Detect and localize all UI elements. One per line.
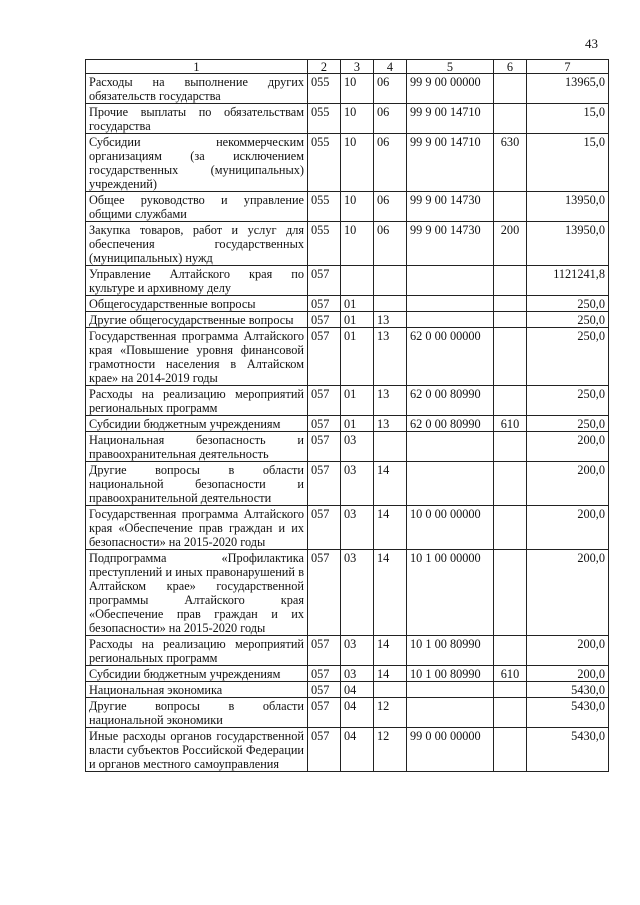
cell-expense-type xyxy=(494,296,527,312)
header-col-7: 7 xyxy=(527,60,609,74)
cell-name: Государственная программа Алтайского края «Обеспечение прав граждан и их безопасности» на 2015-2020 годы xyxy=(86,506,308,550)
cell-amount: 5430,0 xyxy=(527,682,609,698)
cell-amount: 200,0 xyxy=(527,462,609,506)
cell-section: 01 xyxy=(341,416,374,432)
cell-target-code: 62 0 00 80990 xyxy=(407,416,494,432)
cell-amount: 200,0 xyxy=(527,432,609,462)
cell-admin-code: 055 xyxy=(308,104,341,134)
cell-name: Субсидии бюджетным учреждениям xyxy=(86,666,308,682)
cell-section: 01 xyxy=(341,312,374,328)
cell-expense-type xyxy=(494,328,527,386)
cell-expense-type xyxy=(494,386,527,416)
table-row xyxy=(86,416,609,432)
cell-target-code: 99 9 00 14710 xyxy=(407,134,494,192)
table-row xyxy=(86,328,609,386)
cell-admin-code: 057 xyxy=(308,698,341,728)
table-row xyxy=(86,462,609,506)
cell-admin-code: 057 xyxy=(308,328,341,386)
cell-name: Прочие выплаты по обязательствам государства xyxy=(86,104,308,134)
cell-target-code: 99 9 00 14710 xyxy=(407,104,494,134)
cell-subsection: 06 xyxy=(374,134,407,192)
cell-target-code xyxy=(407,296,494,312)
cell-admin-code: 055 xyxy=(308,192,341,222)
cell-expense-type xyxy=(494,682,527,698)
cell-amount: 15,0 xyxy=(527,134,609,192)
cell-subsection xyxy=(374,266,407,296)
table-row xyxy=(86,550,609,636)
cell-amount: 250,0 xyxy=(527,416,609,432)
table-row xyxy=(86,682,609,698)
table-row xyxy=(86,134,609,192)
header-row xyxy=(86,60,609,74)
cell-amount: 200,0 xyxy=(527,550,609,636)
cell-name: Субсидии некоммерческим организациям (за исключением государственных (муниципальных) учреждений) xyxy=(86,134,308,192)
cell-section: 10 xyxy=(341,192,374,222)
cell-amount: 200,0 xyxy=(527,506,609,550)
cell-subsection: 14 xyxy=(374,636,407,666)
cell-name: Другие вопросы в области национальной безопасности и правоохранительной деятельности xyxy=(86,462,308,506)
cell-target-code: 10 0 00 00000 xyxy=(407,506,494,550)
cell-amount: 250,0 xyxy=(527,296,609,312)
cell-target-code: 10 1 00 00000 xyxy=(407,550,494,636)
table-row xyxy=(86,192,609,222)
cell-subsection: 06 xyxy=(374,192,407,222)
cell-expense-type: 610 xyxy=(494,416,527,432)
cell-expense-type: 610 xyxy=(494,666,527,682)
cell-admin-code: 057 xyxy=(308,666,341,682)
cell-amount: 5430,0 xyxy=(527,728,609,772)
cell-subsection: 14 xyxy=(374,550,407,636)
budget-table xyxy=(85,59,609,772)
cell-name: Расходы на реализацию мероприятий региональных программ xyxy=(86,386,308,416)
table-row xyxy=(86,506,609,550)
cell-section: 03 xyxy=(341,432,374,462)
cell-name: Расходы на выполнение других обязательств государства xyxy=(86,74,308,104)
cell-expense-type xyxy=(494,432,527,462)
cell-subsection xyxy=(374,432,407,462)
cell-section: 03 xyxy=(341,666,374,682)
cell-section: 01 xyxy=(341,296,374,312)
cell-target-code xyxy=(407,698,494,728)
cell-expense-type xyxy=(494,462,527,506)
header-col-4: 4 xyxy=(374,60,407,74)
cell-admin-code: 057 xyxy=(308,432,341,462)
cell-subsection: 14 xyxy=(374,506,407,550)
cell-target-code: 10 1 00 80990 xyxy=(407,666,494,682)
cell-subsection: 13 xyxy=(374,416,407,432)
cell-section: 03 xyxy=(341,462,374,506)
cell-subsection: 13 xyxy=(374,386,407,416)
cell-subsection: 12 xyxy=(374,728,407,772)
table-row xyxy=(86,312,609,328)
cell-expense-type xyxy=(494,506,527,550)
cell-section: 03 xyxy=(341,636,374,666)
cell-subsection xyxy=(374,682,407,698)
cell-section: 04 xyxy=(341,698,374,728)
cell-subsection: 06 xyxy=(374,222,407,266)
cell-name: Национальная безопасность и правоохранительная деятельность xyxy=(86,432,308,462)
cell-admin-code: 057 xyxy=(308,266,341,296)
cell-target-code: 62 0 00 80990 xyxy=(407,386,494,416)
cell-target-code: 62 0 00 00000 xyxy=(407,328,494,386)
cell-target-code xyxy=(407,682,494,698)
header-col-1: 1 xyxy=(86,60,308,74)
cell-name: Другие вопросы в области национальной экономики xyxy=(86,698,308,728)
cell-expense-type xyxy=(494,266,527,296)
cell-admin-code: 057 xyxy=(308,506,341,550)
cell-target-code xyxy=(407,312,494,328)
cell-expense-type xyxy=(494,728,527,772)
cell-admin-code: 057 xyxy=(308,636,341,666)
table-row xyxy=(86,698,609,728)
table-row xyxy=(86,104,609,134)
cell-amount: 250,0 xyxy=(527,386,609,416)
page-number: 43 xyxy=(585,36,598,51)
cell-section: 10 xyxy=(341,74,374,104)
cell-subsection: 06 xyxy=(374,104,407,134)
cell-section: 10 xyxy=(341,104,374,134)
cell-name: Национальная экономика xyxy=(86,682,308,698)
cell-target-code: 99 9 00 14730 xyxy=(407,222,494,266)
cell-name: Управление Алтайского края по культуре и архивному делу xyxy=(86,266,308,296)
cell-target-code: 99 0 00 00000 xyxy=(407,728,494,772)
cell-admin-code: 055 xyxy=(308,74,341,104)
cell-expense-type xyxy=(494,636,527,666)
cell-subsection: 14 xyxy=(374,462,407,506)
cell-name: Подпрограмма «Профилактика преступлений и иных правонарушений в Алтайском крае» государственной программы Алтайского края «Обеспечение прав граждан и их безопасности» на 2015-2020 годы xyxy=(86,550,308,636)
cell-target-code xyxy=(407,432,494,462)
cell-amount: 5430,0 xyxy=(527,698,609,728)
cell-expense-type: 200 xyxy=(494,222,527,266)
cell-name: Общегосударственные вопросы xyxy=(86,296,308,312)
cell-amount: 200,0 xyxy=(527,666,609,682)
table-row xyxy=(86,728,609,772)
cell-subsection: 14 xyxy=(374,666,407,682)
table-body xyxy=(86,74,609,772)
cell-admin-code: 057 xyxy=(308,682,341,698)
cell-section: 10 xyxy=(341,222,374,266)
cell-target-code: 99 9 00 00000 xyxy=(407,74,494,104)
cell-subsection: 06 xyxy=(374,74,407,104)
cell-subsection: 13 xyxy=(374,312,407,328)
cell-expense-type xyxy=(494,698,527,728)
cell-section: 04 xyxy=(341,682,374,698)
cell-target-code: 99 9 00 14730 xyxy=(407,192,494,222)
cell-amount: 1121241,8 xyxy=(527,266,609,296)
header-col-6: 6 xyxy=(494,60,527,74)
header-col-3: 3 xyxy=(341,60,374,74)
cell-amount: 250,0 xyxy=(527,328,609,386)
cell-name: Иные расходы органов государственной власти субъектов Российской Федерации и органов местного самоуправления xyxy=(86,728,308,772)
cell-admin-code: 057 xyxy=(308,386,341,416)
cell-expense-type xyxy=(494,74,527,104)
cell-expense-type: 630 xyxy=(494,134,527,192)
cell-section: 03 xyxy=(341,550,374,636)
cell-amount: 13950,0 xyxy=(527,222,609,266)
table-row xyxy=(86,636,609,666)
cell-section: 03 xyxy=(341,506,374,550)
cell-name: Другие общегосударственные вопросы xyxy=(86,312,308,328)
cell-admin-code: 057 xyxy=(308,550,341,636)
cell-amount: 13965,0 xyxy=(527,74,609,104)
cell-target-code: 10 1 00 80990 xyxy=(407,636,494,666)
cell-admin-code: 055 xyxy=(308,222,341,266)
cell-target-code xyxy=(407,462,494,506)
cell-name: Общее руководство и управление общими службами xyxy=(86,192,308,222)
table-row xyxy=(86,74,609,104)
cell-name: Государственная программа Алтайского края «Повышение уровня финансовой грамотности населения в Алтайском крае» на 2014-2019 годы xyxy=(86,328,308,386)
cell-subsection: 12 xyxy=(374,698,407,728)
cell-admin-code: 057 xyxy=(308,296,341,312)
cell-section: 10 xyxy=(341,134,374,192)
cell-section xyxy=(341,266,374,296)
cell-amount: 250,0 xyxy=(527,312,609,328)
cell-section: 01 xyxy=(341,328,374,386)
cell-section: 01 xyxy=(341,386,374,416)
header-col-5: 5 xyxy=(407,60,494,74)
cell-amount: 200,0 xyxy=(527,636,609,666)
cell-expense-type xyxy=(494,312,527,328)
cell-expense-type xyxy=(494,550,527,636)
table-row xyxy=(86,266,609,296)
cell-amount: 15,0 xyxy=(527,104,609,134)
cell-target-code xyxy=(407,266,494,296)
cell-section: 04 xyxy=(341,728,374,772)
table-row xyxy=(86,386,609,416)
cell-name: Субсидии бюджетным учреждениям xyxy=(86,416,308,432)
cell-name: Расходы на реализацию мероприятий региональных программ xyxy=(86,636,308,666)
table-row xyxy=(86,222,609,266)
cell-expense-type xyxy=(494,104,527,134)
cell-name: Закупка товаров, работ и услуг для обеспечения государственных (муниципальных) нужд xyxy=(86,222,308,266)
table-row xyxy=(86,666,609,682)
cell-expense-type xyxy=(494,192,527,222)
cell-amount: 13950,0 xyxy=(527,192,609,222)
table-row xyxy=(86,296,609,312)
cell-admin-code: 057 xyxy=(308,312,341,328)
cell-admin-code: 057 xyxy=(308,416,341,432)
cell-admin-code: 057 xyxy=(308,728,341,772)
cell-subsection: 13 xyxy=(374,328,407,386)
header-col-2: 2 xyxy=(308,60,341,74)
cell-admin-code: 055 xyxy=(308,134,341,192)
table-row xyxy=(86,432,609,462)
cell-admin-code: 057 xyxy=(308,462,341,506)
cell-subsection xyxy=(374,296,407,312)
